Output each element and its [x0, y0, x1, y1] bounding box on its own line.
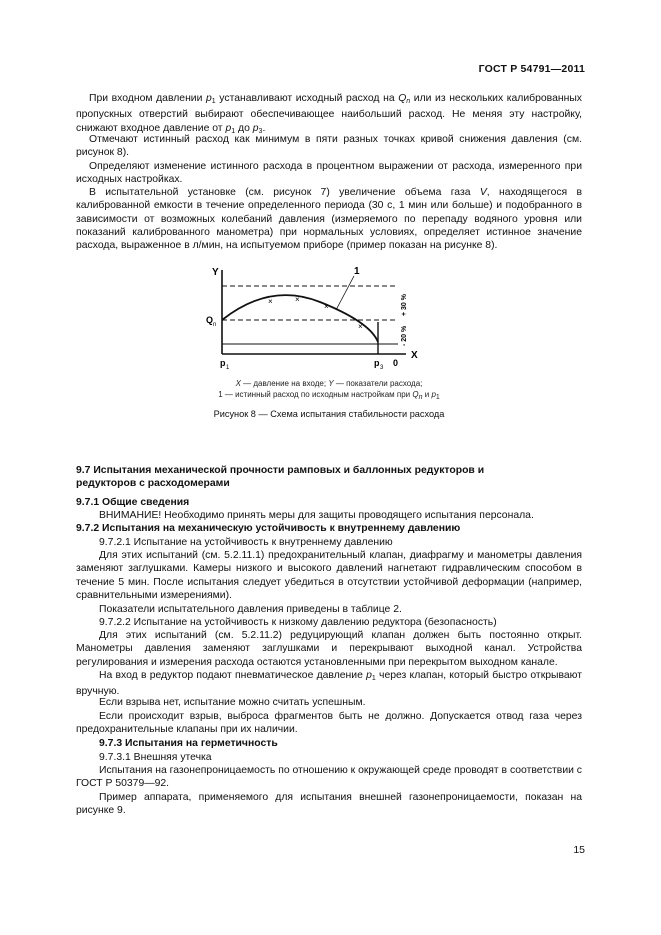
qn-label: Q — [206, 315, 214, 325]
curve-marker: × — [268, 297, 273, 306]
paragraph-test-setup — [76, 186, 582, 252]
subscript: n — [406, 98, 411, 105]
section-9-7-title: 9.7 Испытания механической прочности рамповых и баллонных редукторов и редукторов с расходомерами — [76, 465, 485, 490]
x-axis-label: X — [411, 350, 418, 361]
text-run: через клапан, который быстро открывают вручную. — [76, 670, 582, 698]
text-run: устанавливают исходный расход на — [215, 93, 399, 104]
paragraph-gas-tightness: Испытания на газонепроницаемость по отношению к окружающей среде проводят в соответствии с ГОСТ Р 50379—92. — [76, 765, 583, 790]
section-9-7-2-2-title: 9.7.2.2 Испытание на устойчивость к низкому давлению редуктора (безопасность) — [99, 617, 497, 628]
text-run: 1 — истинный расход по исходным настройкам при — [218, 390, 413, 399]
curve-leader — [336, 276, 354, 310]
section-9-7-2-1-title: 9.7.2.1 Испытание на устойчивость к внутреннему давлению — [99, 537, 393, 548]
curve-marker: × — [358, 322, 363, 331]
legend-x: X — [235, 379, 241, 388]
text-run: — давление на входе; — [240, 379, 329, 388]
legend-q: Q — [412, 390, 419, 399]
text-run: В испытательной установке (см. рисунок 7) увеличение объема газа — [89, 187, 480, 198]
text-run: На вход в редуктор подают пневматическое давление — [99, 670, 367, 681]
text-run: — показатели расхода; — [333, 379, 423, 388]
paragraph-initial-flow — [76, 92, 582, 138]
var-v: V — [479, 187, 487, 198]
legend-p: p — [431, 390, 436, 399]
warning-text: ВНИМАНИЕ! Необходимо принять меры для защиты проводящего испытания персонала. — [99, 510, 534, 521]
flow-curve — [222, 295, 378, 342]
minus-20-label: - 20 % — [401, 325, 408, 346]
paragraph-internal-pressure: Для этих испытаний (см. 5.2.11.1) предохранительный клапан, диафрагму и манометры давления заменяют заглушками. Камеры низкого и высокого давлений нагнетают гидравлическим способом в течение 5 мин. После испытания следует убедиться в отсутствии устойчивой деформации (например, сравнительными измерениями). — [76, 550, 582, 601]
curve-marker: × — [324, 302, 329, 311]
text-run: При входном давлении — [89, 93, 207, 104]
zero-label: 0 — [393, 358, 399, 368]
section-9-7-3-title: 9.7.3 Испытания на герметичность — [99, 738, 278, 749]
figure-legend-line-1 — [76, 378, 582, 389]
page-number: 15 — [573, 844, 585, 856]
paragraph-no-explosion: Если взрыва нет, испытание можно считать успешным. — [99, 697, 366, 708]
figure-legend-line-2 — [76, 389, 582, 403]
text-run: . — [262, 122, 266, 134]
var-p: p — [206, 93, 212, 104]
subscript: 1 — [231, 127, 236, 135]
subscript: 1 — [211, 98, 216, 105]
section-9-7-1-title: 9.7.1 Общие сведения — [76, 497, 190, 508]
p1-subscript: 1 — [226, 365, 230, 371]
plus-30-label: + 30 % — [401, 294, 408, 316]
text-run: или из нескольких калиброванных пропускных отверстий выбирают обеспечивающее наибольший расход. Не меняя эту настройку, снижают входное давление от — [76, 93, 582, 134]
p3-subscript: 3 — [380, 365, 384, 371]
paragraph-explosion: Если происходит взрыв, выброса фрагментов быть не должно. Допускается отвод газа через предохранительные клапаны при их наличии. — [76, 711, 582, 736]
paragraph-apparatus: Пример аппарата, применяемого для испытания внешней газонепроницаемости, показан на рисунке 9. — [76, 792, 582, 817]
text-run: и — [422, 390, 432, 399]
subscript: 1 — [371, 675, 376, 682]
paragraph-low-pressure: Для этих испытаний (см. 5.2.11.2) редуцирующий клапан должен быть постоянно открыт. Манометры давления заменяют заглушками и перекрывают выходной канал. Устройства регулирования и измерения расхода остаются установленными при перекрытом выходном канале. — [76, 630, 582, 668]
legend-y: Y — [328, 379, 334, 388]
paragraph-pneumatic — [76, 669, 582, 699]
curve-label: 1 — [354, 266, 360, 277]
text-run: до — [235, 122, 253, 134]
figure-8-diagram — [200, 262, 440, 382]
subscript: 3 — [258, 127, 263, 135]
subscript: 1 — [435, 394, 440, 401]
curve-marker: × — [295, 295, 300, 304]
paragraph-mark-points: Отмечают истинный расход как минимум в пяти разных точках кривой снижения давления (см. рисунок 8). — [76, 134, 582, 159]
paragraph-table-ref: Показатели испытательного давления приведены в таблице 2. — [99, 604, 402, 615]
subscript: n — [418, 394, 423, 401]
qn-subscript: n — [213, 322, 217, 328]
section-9-7-2-title: 9.7.2 Испытания на механическую устойчивость к внутреннему давлению — [76, 523, 461, 534]
section-9-7-3-1-title: 9.7.3.1 Внешняя утечка — [99, 752, 212, 763]
p3-label: p — [374, 358, 380, 368]
var-p: p — [366, 670, 372, 681]
text-run: , находящегося в калиброванной емкости в течение определенного периода (30 с, 1 мин или больше) и подобранного в зависимости от возможных колебаний давления (измеряемого по перепаду водяного уровня или показаний калиброванного манометра) при нормальных условиях, определяет истинное значение расхода, выраженное в л/мин, на испытуемом приборе (пример показан на рисунке 8). — [76, 187, 583, 252]
var-q: Q — [398, 93, 407, 104]
y-axis-label: Y — [212, 267, 219, 278]
figure-caption: Рисунок 8 — Схема испытания стабильности расхода — [213, 409, 445, 419]
paragraph-determine-change: Определяют изменение истинного расхода в процентном выражении от расхода, измеренного при исходных настройках. — [76, 161, 582, 186]
var-p: p — [225, 122, 232, 134]
p1-label: p — [220, 358, 226, 368]
document-id-header: ГОСТ Р 54791—2011 — [478, 63, 585, 75]
var-p: p — [252, 122, 259, 134]
